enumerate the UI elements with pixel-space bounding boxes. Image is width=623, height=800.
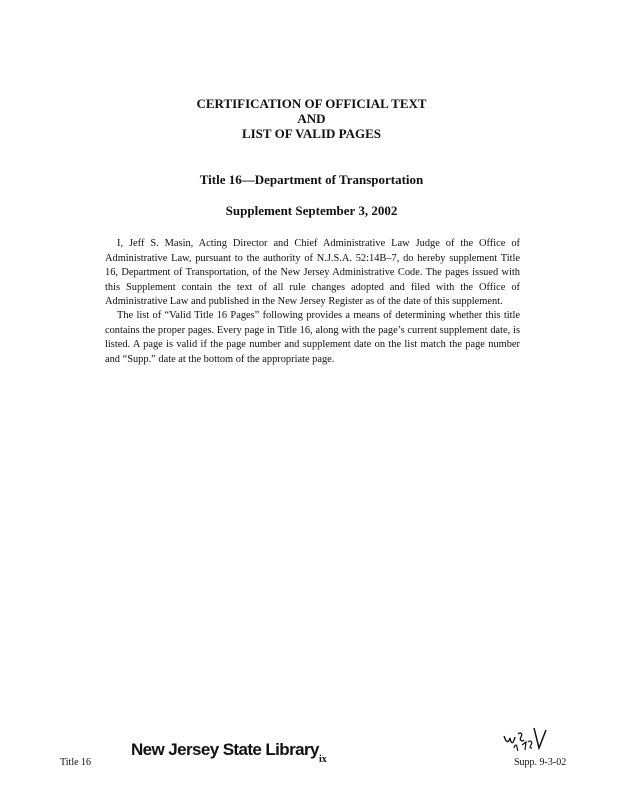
- heading-and: AND: [297, 111, 326, 126]
- valid-pages-heading: LIST OF VALID PAGES: [241, 126, 382, 141]
- supplement-date: Supplement September 3, 2002: [225, 203, 398, 218]
- certification-paragraph: I, Jeff S. Masin, Acting Director and Chief Administrative Law Judge of the Office of Administrative Law, pursuant to the authority of N.J.S.A. 52:14B–7, do hereby supplement Title 16, Department of Transportation, of the New Jersey Administrative Code. The pages issued with this Supplement contain the text of all rule changes adopted and filed with the Office of Administrative Law and published in the New Jersey Register as of the date of this supplement.: [105, 238, 520, 308]
- page-number: ix: [319, 754, 327, 765]
- valid-pages-paragraph: The list of “Valid Title 16 Pages” following provides a means of determining whether this title contains the proper pages. Every page in Title 16, along with the page’s current supplement date, is listed. A page is valid if the page number and supplement date on the list match the page number and “Supp.” date at the bottom of the appropriate page.: [105, 310, 520, 365]
- handwritten-initials-icon: [500, 724, 550, 756]
- footer-title: Title 16: [60, 757, 92, 768]
- title-subtitle: Title 16—Department of Transportation: [199, 172, 424, 187]
- certification-heading: CERTIFICATION OF OFFICIAL TEXT: [196, 96, 427, 111]
- footer-supplement-date: Supp. 9-3-02: [514, 757, 567, 768]
- library-stamp: New Jersey State Library: [131, 740, 319, 759]
